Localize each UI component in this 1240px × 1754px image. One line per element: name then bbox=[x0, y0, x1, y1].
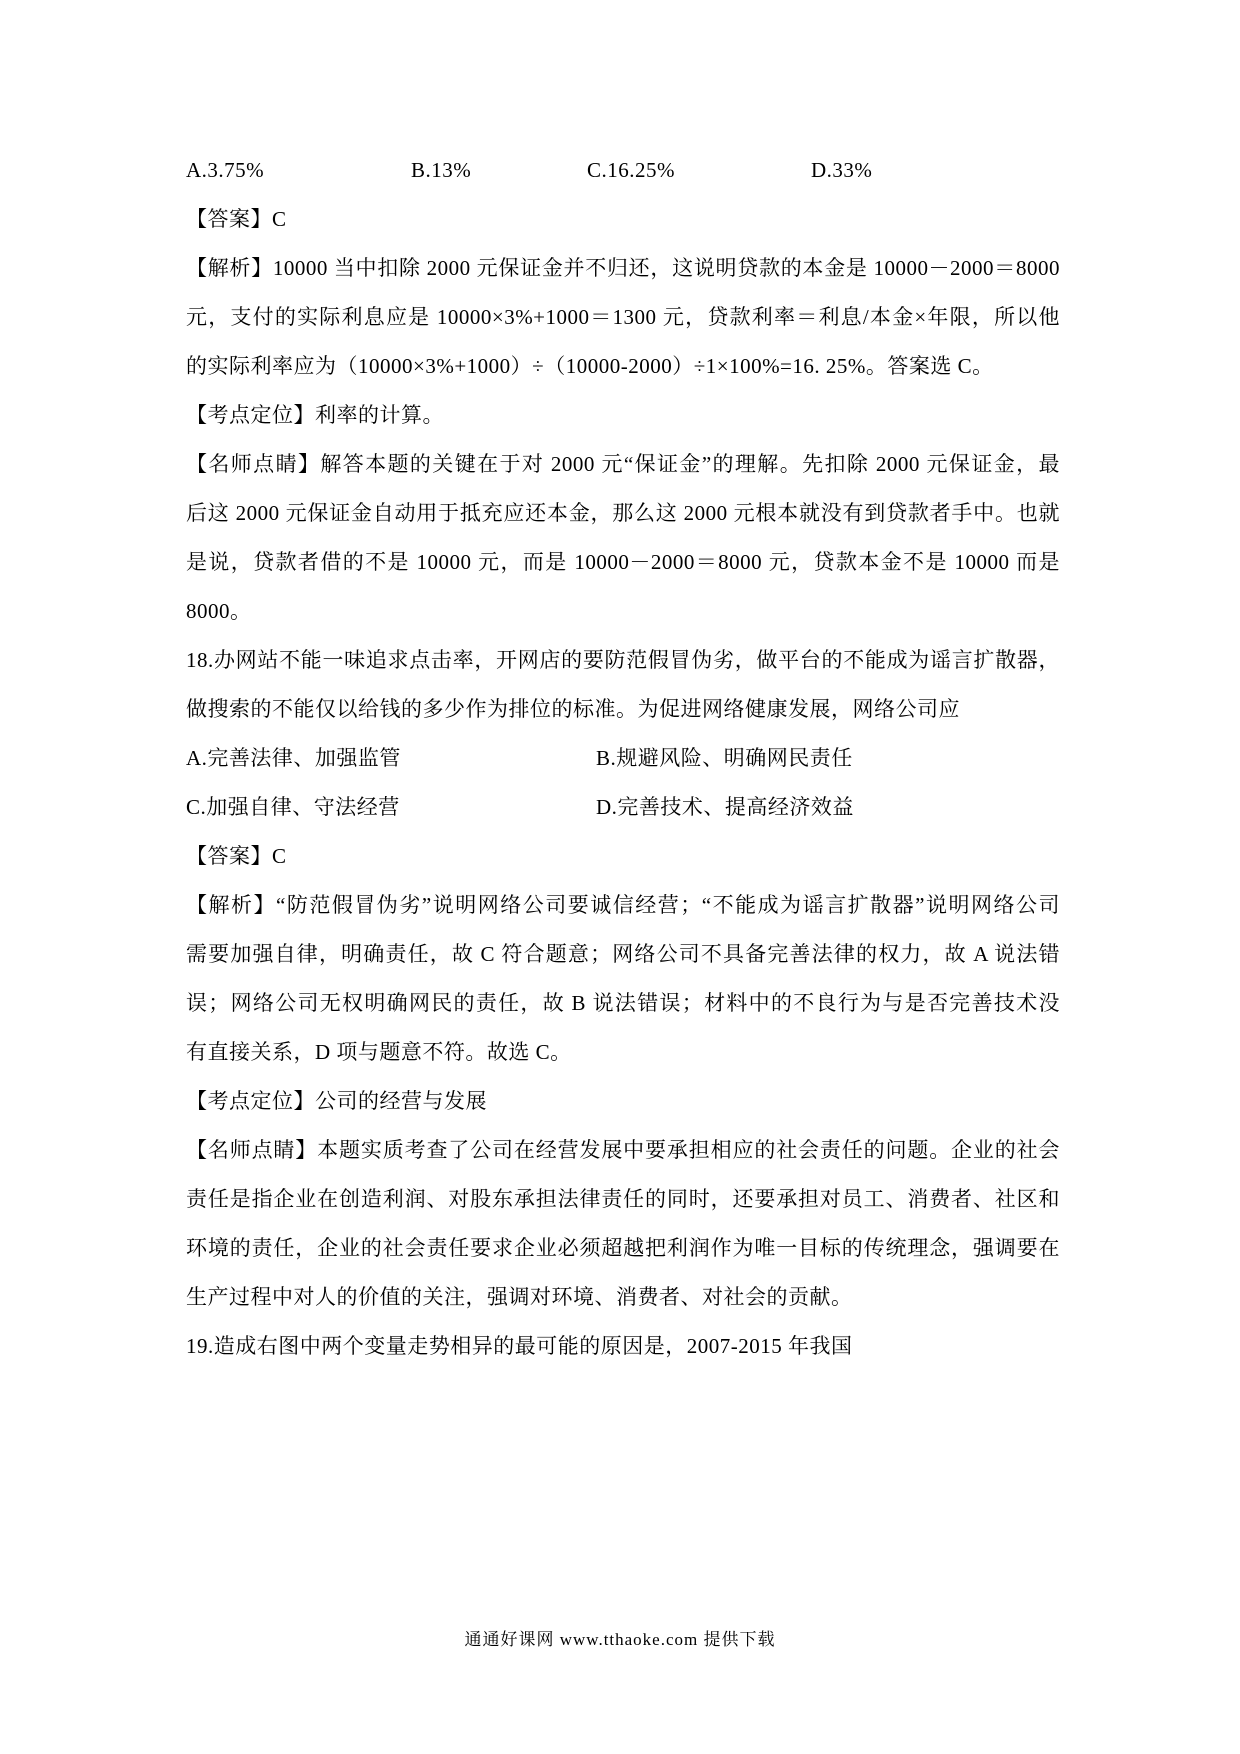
q17-keypoint: 【考点定位】利率的计算。 bbox=[186, 403, 444, 427]
q18-answer: 【答案】C bbox=[186, 844, 287, 868]
q18-analysis-line-2: 需要加强自律，明确责任，故 C 符合题意；网络公司不具备完善法律的权力，故 A 说法错 bbox=[186, 942, 1060, 966]
q18-stem-line-2: 做搜索的不能仅以给钱的多少作为排位的标准。为促进网络健康发展，网络公司应 bbox=[186, 697, 960, 721]
q18-tips-line-3: 环境的责任，企业的社会责任要求企业必须超越把利润作为唯一目标的传统理念，强调要在 bbox=[186, 1236, 1060, 1260]
q19-stem: 19.造成右图中两个变量走势相异的最可能的原因是，2007-2015 年我国 bbox=[186, 1334, 853, 1358]
q18-analysis-line-1: 【解析】“防范假冒伪劣”说明网络公司要诚信经营；“不能成为谣言扩散器”说明网络公司 bbox=[186, 893, 1060, 917]
q18-tips-line-4: 生产过程中对人的价值的关注，强调对环境、消费者、对社会的贡献。 bbox=[186, 1285, 853, 1309]
q18-tips-line-1: 【名师点睛】本题实质考查了公司在经营发展中要承担相应的社会责任的问题。企业的社会 bbox=[186, 1138, 1060, 1162]
q17-analysis-line-1: 【解析】10000 当中扣除 2000 元保证金并不归还，这说明贷款的本金是 10000－2000＝8000 bbox=[186, 256, 1060, 280]
q18-analysis-line-3: 误；网络公司无权明确网民的责任，故 B 说法错误；材料中的不良行为与是否完善技术没 bbox=[186, 991, 1060, 1015]
q17-tips-line-2: 后这 2000 元保证金自动用于抵充应还本金，那么这 2000 元根本就没有到贷款者手中。也就 bbox=[186, 501, 1060, 525]
q17-answer: 【答案】C bbox=[186, 207, 287, 231]
q17-analysis-line-2: 元，支付的实际利息应是 10000×3%+1000＝1300 元，贷款利率＝利息/本金×年限，所以他 bbox=[186, 305, 1060, 329]
q17-option-d: D.33% bbox=[811, 158, 873, 182]
q17-options-row bbox=[186, 146, 1060, 195]
footer-credit: 通通好课网 www.tthaoke.com 提供下载 bbox=[464, 1630, 776, 1649]
q17-tips-line-4: 8000。 bbox=[186, 599, 252, 623]
q17-tips-line-3: 是说，贷款者借的不是 10000 元，而是 10000－2000＝8000 元，贷款本金不是 10000 而是 bbox=[186, 550, 1060, 574]
q17-option-a: A.3.75% bbox=[186, 158, 265, 182]
q18-option-b: B.规避风险、明确网民责任 bbox=[596, 746, 853, 770]
q18-option-a: A.完善法律、加强监管 bbox=[186, 746, 401, 770]
q18-keypoint: 【考点定位】公司的经营与发展 bbox=[186, 1089, 487, 1113]
q18-tips-line-2: 责任是指企业在创造利润、对股东承担法律责任的同时，还要承担对员工、消费者、社区和 bbox=[186, 1187, 1060, 1211]
q18-option-d: D.完善技术、提高经济效益 bbox=[596, 795, 854, 819]
q18-options-row-cd bbox=[186, 783, 1060, 832]
q17-option-c: C.16.25% bbox=[587, 158, 675, 182]
document-body bbox=[186, 146, 1060, 1371]
q17-option-b: B.13% bbox=[411, 158, 472, 182]
q18-option-c: C.加强自律、守法经营 bbox=[186, 795, 400, 819]
q18-options-row-ab bbox=[186, 734, 1060, 783]
q17-tips-line-1: 【名师点睛】解答本题的关键在于对 2000 元“保证金”的理解。先扣除 2000 元保证金，最 bbox=[186, 452, 1060, 476]
q17-analysis-line-3: 的实际利率应为（10000×3%+1000）÷（10000-2000）÷1×100%=16. 25%。答案选 C。 bbox=[186, 354, 994, 378]
q18-analysis-line-4: 有直接关系，D 项与题意不符。故选 C。 bbox=[186, 1040, 572, 1064]
q18-stem-line-1: 18.办网站不能一味追求点击率，开网店的要防范假冒伪劣，做平台的不能成为谣言扩散器， bbox=[186, 648, 1060, 672]
